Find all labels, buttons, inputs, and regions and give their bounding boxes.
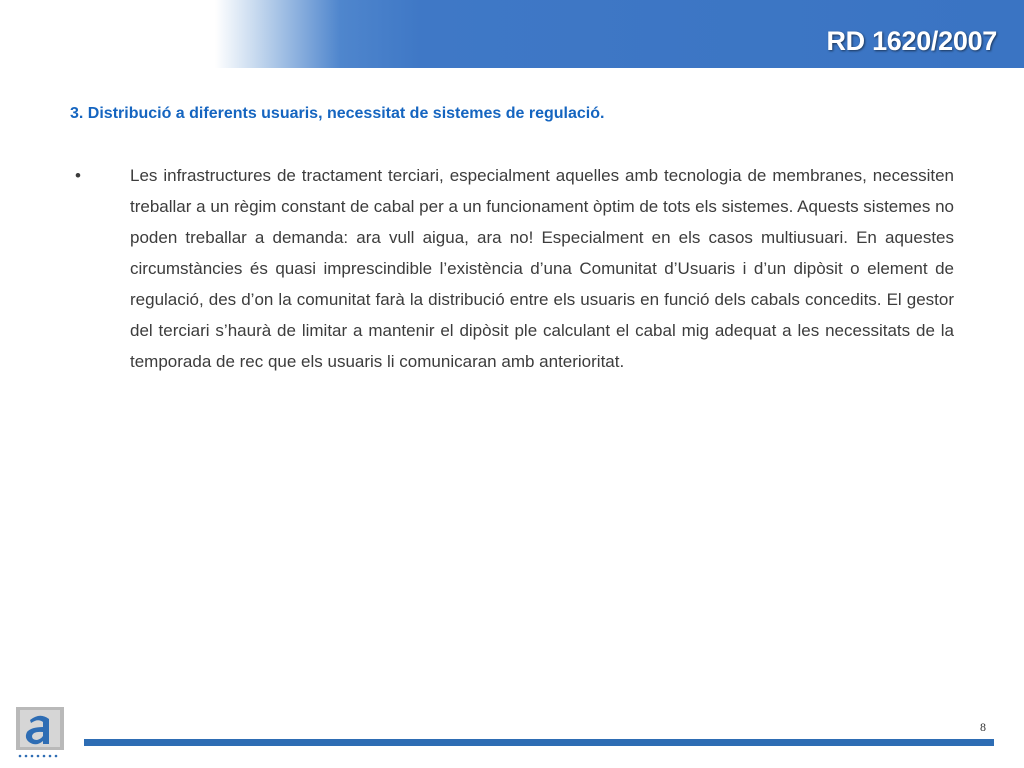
footer-rule [84, 739, 994, 746]
section-heading: 3. Distribució a diferents usuaris, necessitat de sistemes de regulació. [70, 105, 605, 122]
slide-title: RD 1620/2007 [826, 26, 997, 56]
header-band [0, 0, 1024, 68]
company-logo [16, 707, 64, 759]
bullet-marker: • [75, 166, 81, 185]
logo-graphic [16, 707, 64, 759]
page-number: 8 [980, 720, 986, 734]
bullet-text: Les infrastructures de tractament terciari, especialment aquelles amb tecnologia de membranes, necessiten treballar a un règim constant de cabal per a un funcionament òptim de tots els sistemes. Aquests sistemes no poden treballar a demanda: ara vull aigua, ara no! Especialment en els casos multiusuari. En aquestes circumstàncies és quasi imprescindible l’existència d’una Comunitat d’Usuaris i d’un dipòsit o element de regulació, des d’on la comunitat farà la distribució entre els usuaris en funció dels cabals concedits. El gestor del terciari s’haurà de limitar a mantenir el dipòsit ple calculant el cabal mig adequat a les necessitats de la temporada de rec que els usuaris li comunicaran amb anterioritat. [130, 166, 954, 371]
